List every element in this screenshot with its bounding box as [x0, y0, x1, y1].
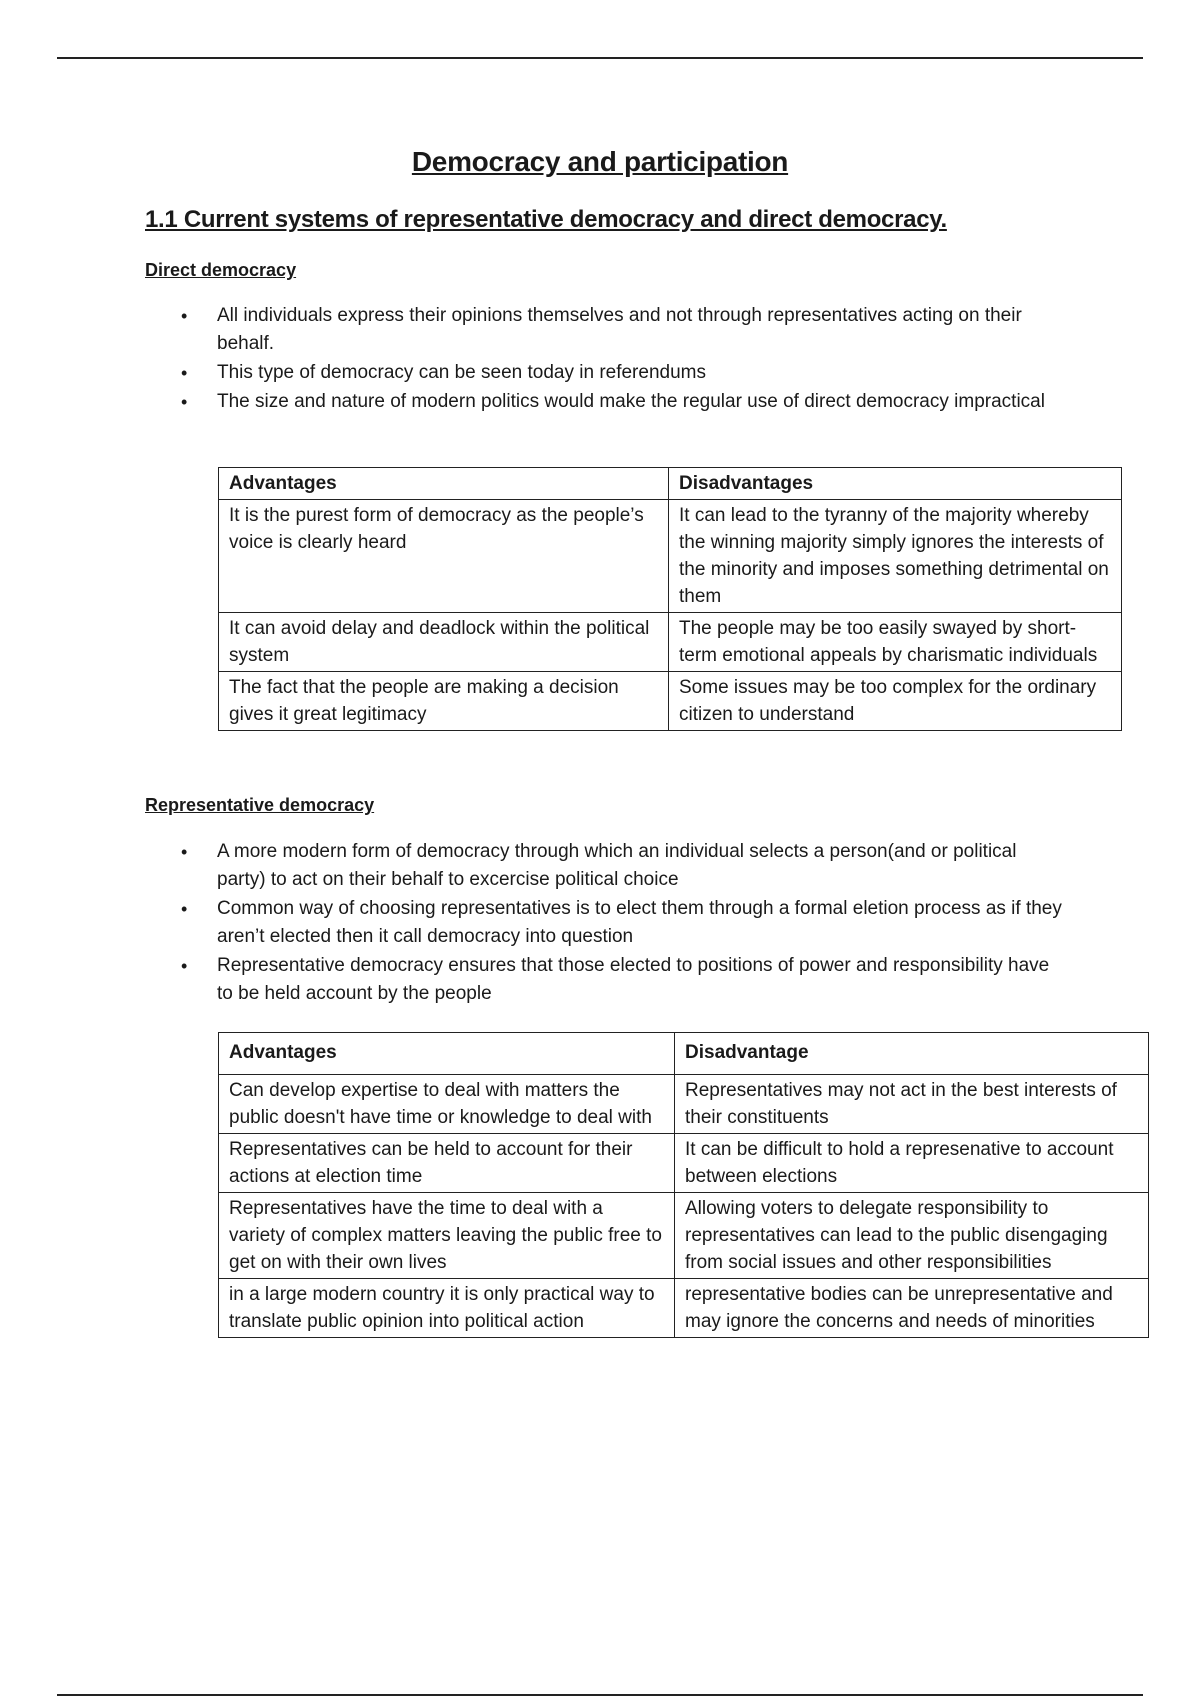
- footer-rule: [57, 1694, 1143, 1696]
- bullet-text: Common way of choosing representatives is to elect them through a formal eletion process as if they aren’t elected then it call democracy into question: [217, 898, 1062, 947]
- representative-democracy-table: [218, 1032, 1149, 1338]
- table-header-row: [219, 468, 1122, 500]
- table-cell: Can develop expertise to deal with matters the public doesn't have time or knowledge to deal with: [219, 1075, 675, 1134]
- bullet-icon: •: [181, 363, 188, 383]
- page-title: Democracy and participation: [411, 146, 789, 177]
- table-row: [219, 1193, 1149, 1279]
- direct-democracy-bullets: [145, 302, 1065, 417]
- section-heading: 1.1 Current systems of representative democracy and direct democracy.: [145, 206, 947, 233]
- bullet-text: A more modern form of democracy through which an individual selects a person(and or political party) to act on their behalf to excercise political choice: [217, 841, 1017, 890]
- table-cell: The people may be too easily swayed by short-term emotional appeals by charismatic individuals: [669, 613, 1122, 672]
- table-header-cell: Disadvantages: [669, 468, 1122, 500]
- bullet-icon: •: [181, 956, 188, 976]
- table-header-cell: Advantages: [219, 1033, 675, 1075]
- table-cell: representative bodies can be unrepresentative and may ignore the concerns and needs of minorities: [675, 1279, 1149, 1338]
- bullet-icon: •: [181, 306, 188, 326]
- bullet-icon: •: [181, 842, 188, 862]
- table-cell: It can be difficult to hold a represenative to account between elections: [675, 1134, 1149, 1193]
- bullet-text: Representative democracy ensures that those elected to positions of power and responsibility have to be held account by the people: [217, 955, 1050, 1004]
- bullet-icon: •: [181, 392, 188, 412]
- table-cell: Some issues may be too complex for the ordinary citizen to understand: [669, 672, 1122, 731]
- table-header-cell: Disadvantage: [675, 1033, 1149, 1075]
- table-cell: It can lead to the tyranny of the majority whereby the winning majority simply ignores the interests of the minority and imposes something detrimental on them: [669, 500, 1122, 613]
- list-item: [145, 895, 1065, 951]
- header-rule: [57, 57, 1143, 59]
- list-item: [145, 838, 1065, 894]
- table-header-row: [219, 1033, 1149, 1075]
- representative-democracy-bullets: [145, 838, 1065, 1009]
- list-item: [145, 388, 1065, 416]
- list-item: [145, 359, 1065, 387]
- table-cell: Representatives may not act in the best interests of their constituents: [675, 1075, 1149, 1134]
- table-header-cell: Advantages: [219, 468, 669, 500]
- table-row: [219, 613, 1122, 672]
- table-row: [219, 1279, 1149, 1338]
- table-row: [219, 1134, 1149, 1193]
- bullet-text: This type of democracy can be seen today in referendums: [217, 362, 706, 383]
- table-row: [219, 1075, 1149, 1134]
- representative-democracy-heading: Representative democracy: [145, 795, 375, 815]
- table-row: [219, 672, 1122, 731]
- table-cell: Representatives have the time to deal with a variety of complex matters leaving the public free to get on with their own lives: [219, 1193, 675, 1279]
- table-cell: It is the purest form of democracy as the people’s voice is clearly heard: [219, 500, 669, 613]
- bullet-text: The size and nature of modern politics would make the regular use of direct democracy impractical: [217, 391, 1045, 412]
- list-item: [145, 302, 1065, 358]
- table-cell: The fact that the people are making a decision gives it great legitimacy: [219, 672, 669, 731]
- table-cell: Representatives can be held to account for their actions at election time: [219, 1134, 675, 1193]
- bullet-text: All individuals express their opinions themselves and not through representatives acting on their behalf.: [217, 305, 1022, 354]
- table-row: [219, 500, 1122, 613]
- list-item: [145, 952, 1065, 1008]
- bullet-icon: •: [181, 899, 188, 919]
- direct-democracy-heading: Direct democracy: [145, 260, 297, 280]
- table-cell: It can avoid delay and deadlock within the political system: [219, 613, 669, 672]
- table-cell: in a large modern country it is only practical way to translate public opinion into political action: [219, 1279, 675, 1338]
- table-cell: Allowing voters to delegate responsibility to representatives can lead to the public disengaging from social issues and other responsibilities: [675, 1193, 1149, 1279]
- direct-democracy-table: [218, 467, 1122, 731]
